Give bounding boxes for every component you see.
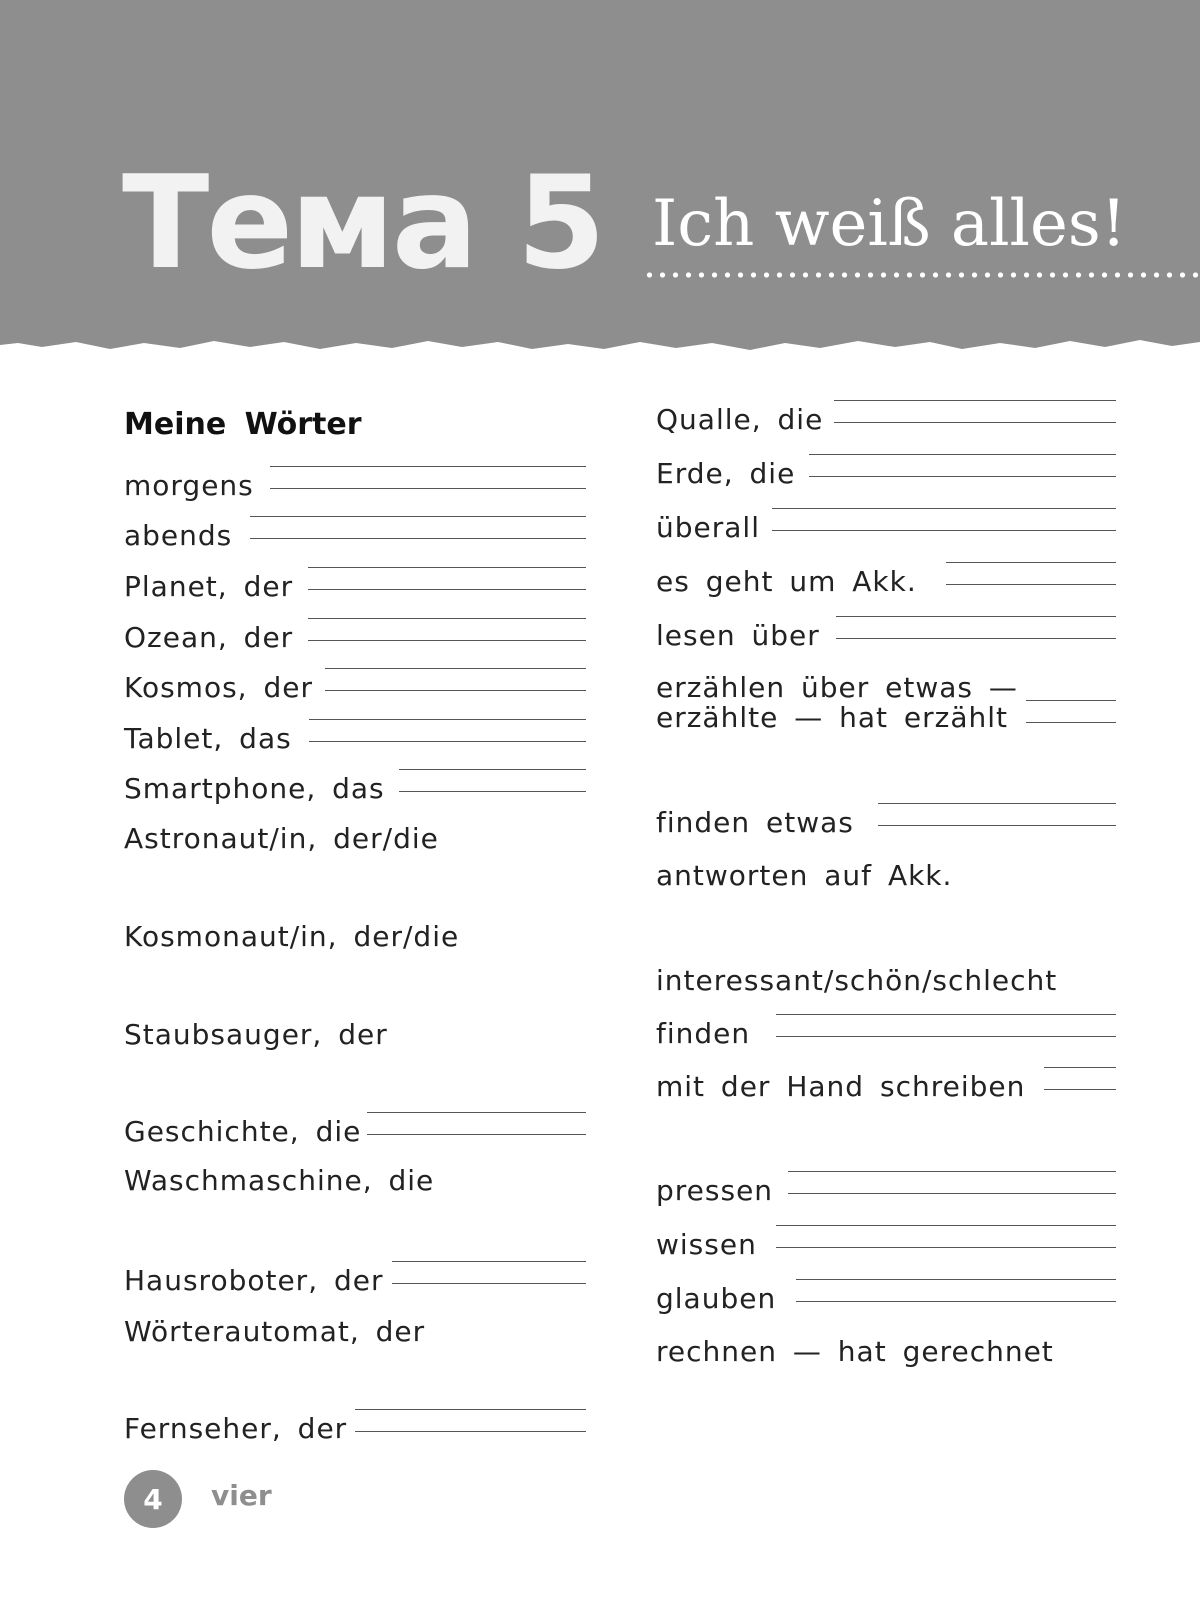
list-item <box>656 1008 1116 1048</box>
word-label: mit der Hand schreiben <box>656 1070 1026 1103</box>
writing-line[interactable] <box>836 616 1116 617</box>
writing-line[interactable] <box>772 508 1116 509</box>
list-item <box>124 460 586 500</box>
writing-line[interactable] <box>325 668 586 669</box>
word-label: wissen <box>656 1228 757 1261</box>
writing-line[interactable] <box>309 741 586 742</box>
word-label: Kosmos, der <box>124 671 313 704</box>
writing-line[interactable] <box>392 1283 586 1284</box>
writing-line[interactable] <box>776 1036 1116 1037</box>
list-item <box>124 510 586 550</box>
writing-line[interactable] <box>308 567 586 568</box>
list-item <box>124 763 586 803</box>
word-label: glauben <box>656 1282 777 1315</box>
list-item <box>656 610 1116 650</box>
list-item <box>656 797 1116 837</box>
writing-line[interactable] <box>392 1261 586 1262</box>
writing-line[interactable] <box>325 690 586 691</box>
word-label: Wörterautomat, der <box>124 1315 426 1348</box>
list-item <box>656 955 1116 995</box>
list-item <box>124 662 586 702</box>
word-label: finden etwas <box>656 806 854 839</box>
word-label: Staubsauger, der <box>124 1018 388 1051</box>
list-item <box>124 561 586 601</box>
word-label: Waschmaschine, die <box>124 1164 435 1197</box>
writing-line[interactable] <box>878 825 1116 826</box>
writing-line[interactable] <box>809 454 1116 455</box>
page-number: 4 <box>143 1482 163 1516</box>
list-item <box>656 1165 1116 1205</box>
word-label: erzählen über etwas — <box>656 671 1018 704</box>
word-label: erzählte — hat erzählt <box>656 701 1009 734</box>
writing-line[interactable] <box>788 1171 1116 1172</box>
theme-subtitle: Ich weiß alles! <box>652 187 1127 261</box>
writing-line[interactable] <box>1026 700 1116 701</box>
writing-line[interactable] <box>809 476 1116 477</box>
word-label: rechnen — hat gerechnet <box>656 1335 1054 1368</box>
writing-line[interactable] <box>399 769 586 770</box>
word-label: es geht um Akk. <box>656 565 917 598</box>
list-item <box>124 1255 586 1295</box>
list-item <box>124 713 586 753</box>
theme-header <box>0 0 1200 380</box>
writing-line[interactable] <box>878 803 1116 804</box>
writing-line[interactable] <box>308 618 586 619</box>
word-label: Hausroboter, der <box>124 1264 384 1297</box>
word-label: lesen über <box>656 619 820 652</box>
word-label: pressen <box>656 1174 774 1207</box>
word-label: Erde, die <box>656 457 796 490</box>
writing-line[interactable] <box>355 1431 586 1432</box>
list-item <box>124 1106 586 1146</box>
writing-line[interactable] <box>796 1279 1116 1280</box>
writing-line[interactable] <box>250 516 586 517</box>
writing-line[interactable] <box>946 562 1116 563</box>
word-label: antworten auf Akk. <box>656 859 953 892</box>
writing-line[interactable] <box>946 584 1116 585</box>
list-item <box>124 813 586 853</box>
writing-line[interactable] <box>1044 1067 1116 1068</box>
dotted-underline <box>643 271 1200 279</box>
writing-line[interactable] <box>1026 722 1116 723</box>
word-label: Ozean, der <box>124 621 294 654</box>
page-number-badge <box>124 1470 182 1528</box>
theme-title: Тема 5 <box>122 149 603 298</box>
list-item <box>656 1326 1116 1366</box>
writing-line[interactable] <box>250 538 586 539</box>
writing-line[interactable] <box>367 1112 586 1113</box>
list-item <box>124 1009 586 1049</box>
list-item <box>124 612 586 652</box>
writing-line[interactable] <box>776 1225 1116 1226</box>
word-label: Qualle, die <box>656 403 824 436</box>
list-item <box>656 502 1116 542</box>
list-item <box>124 1155 586 1195</box>
word-label: finden <box>656 1017 751 1050</box>
list-item <box>656 1061 1116 1101</box>
writing-line[interactable] <box>1044 1089 1116 1090</box>
list-item <box>124 1403 586 1443</box>
word-label: überall <box>656 511 760 544</box>
word-label: Kosmonaut/in, der/die <box>124 920 460 953</box>
writing-line[interactable] <box>772 530 1116 531</box>
word-label: morgens <box>124 469 254 502</box>
writing-line[interactable] <box>270 466 586 467</box>
list-item <box>656 850 1116 890</box>
section-title: Meine Wörter <box>124 407 362 442</box>
writing-line[interactable] <box>355 1409 586 1410</box>
list-item <box>124 1306 586 1346</box>
writing-line[interactable] <box>834 400 1116 401</box>
writing-line[interactable] <box>834 422 1116 423</box>
list-item <box>656 1273 1116 1313</box>
writing-line[interactable] <box>776 1014 1116 1015</box>
writing-line[interactable] <box>776 1247 1116 1248</box>
writing-line[interactable] <box>796 1301 1116 1302</box>
writing-line[interactable] <box>399 791 586 792</box>
page-number-word: vier <box>211 1479 272 1512</box>
writing-line[interactable] <box>308 589 586 590</box>
list-item <box>656 1219 1116 1259</box>
word-label: Smartphone, das <box>124 772 385 805</box>
word-label: Planet, der <box>124 570 294 603</box>
word-label: Fernseher, der <box>124 1412 348 1445</box>
list-item <box>124 911 586 951</box>
list-item <box>656 692 1116 732</box>
list-item <box>656 448 1116 488</box>
writing-line[interactable] <box>367 1134 586 1135</box>
list-item <box>656 556 1116 596</box>
writing-line[interactable] <box>308 640 586 641</box>
writing-line[interactable] <box>788 1193 1116 1194</box>
word-label: abends <box>124 519 233 552</box>
word-label: Tablet, das <box>124 722 292 755</box>
word-label: interessant/schön/schlecht <box>656 964 1058 997</box>
list-item <box>656 394 1116 434</box>
writing-line[interactable] <box>309 719 586 720</box>
word-label: Astronaut/in, der/die <box>124 822 439 855</box>
writing-line[interactable] <box>836 638 1116 639</box>
writing-line[interactable] <box>270 488 586 489</box>
word-label: Geschichte, die <box>124 1115 362 1148</box>
